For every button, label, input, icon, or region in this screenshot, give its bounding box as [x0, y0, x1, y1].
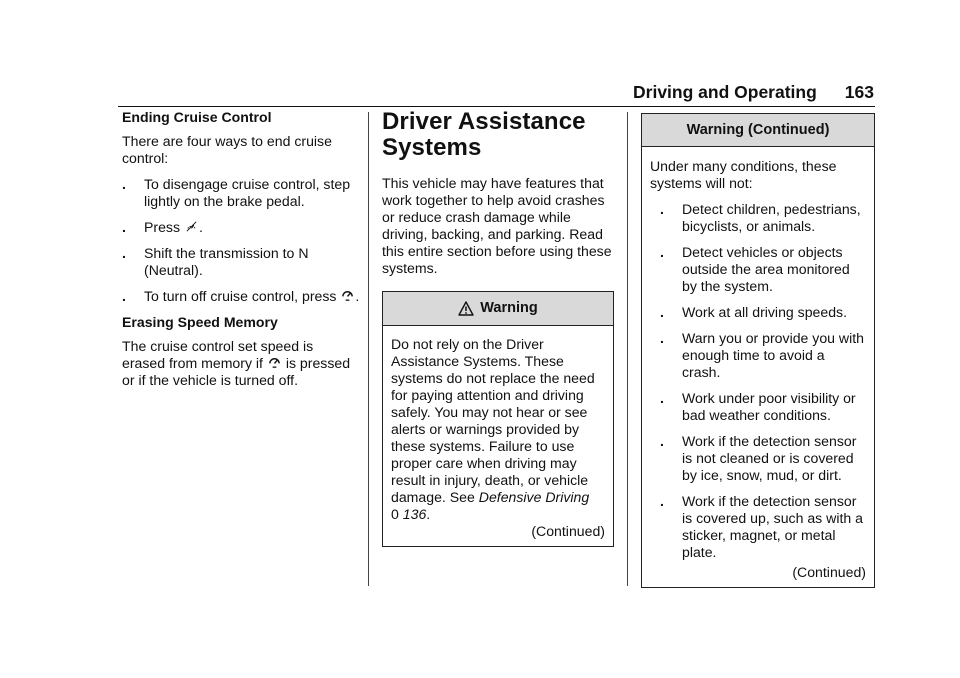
list-item-text: To turn off cruise control, press: [144, 288, 337, 304]
list-item-text: Detect children, pedestrians, bicyclists, or animals.: [682, 201, 861, 234]
list-item-text: Press: [144, 219, 181, 235]
list-item: [660, 330, 866, 381]
heading-ending-cruise-control: Ending Cruise Control: [122, 109, 272, 125]
bullet-dot: .: [122, 176, 126, 192]
header-rule: [118, 106, 875, 107]
list-item: [122, 176, 360, 210]
warning-body: Do not rely on the Driver Assistance Systems. These systems do not replace the need for paying attention and driving safely. You may not hear or see alerts or warnings provided by these systems. Failure to use proper care when driving may result in injury, death, or vehicle damage. See Defensive Driving 0 136. (Continued): [391, 336, 605, 539]
warning-box: [382, 291, 614, 547]
list-item-text: Detect vehicles or objects outside the area monitored by the system.: [682, 244, 850, 294]
list-item-text: Work if the detection sensor is not cleaned or is covered by ice, snow, mud, or dirt.: [682, 433, 857, 483]
continued-label: (Continued): [792, 564, 866, 580]
bullet-dot: .: [122, 245, 126, 261]
section-title-driver-assistance: Driver Assistance Systems: [382, 108, 586, 161]
heading-erasing-speed-memory: Erasing Speed Memory: [122, 314, 278, 330]
list-item: [660, 244, 866, 295]
bullet-dot: .: [660, 304, 664, 320]
list-item: [660, 304, 866, 321]
column-divider-2: [627, 112, 628, 586]
list-item-text: Work if the detection sensor is covered up, such as with a sticker, magnet, or metal plate.: [682, 493, 863, 560]
list-item-text: Work at all driving speeds.: [682, 304, 848, 320]
running-header: [610, 82, 874, 104]
intro-paragraph: There are four ways to end cruise control:: [122, 133, 332, 166]
warning-text: Do not rely on the Driver Assistance Systems. These systems do not replace the need for paying attention and driving safely. You may not hear or see alerts or warnings provided by these systems. Failure to use proper care when driving may result in injury, death, or vehicle damage. See: [391, 336, 595, 505]
column-3: [641, 109, 875, 588]
warning-title: Warning (Continued): [686, 121, 830, 138]
continued-label: (Continued): [531, 523, 605, 539]
warning-body: [642, 147, 874, 587]
list-item: [660, 390, 866, 424]
bullet-dot: .: [660, 244, 664, 260]
list-item: . Press .: [122, 219, 203, 235]
warning-title: Warning: [480, 300, 538, 316]
cross-reference-title[interactable]: Defensive Driving: [478, 489, 590, 505]
list-item: [122, 245, 360, 279]
paragraph-text: is pressed or if the vehicle is turned off.: [122, 355, 351, 388]
list-item-text: Shift the transmission to N (Neutral).: [144, 245, 309, 278]
bullet-dot: .: [122, 219, 126, 235]
column-divider-1: [368, 112, 369, 586]
warning-intro: Under many conditions, these systems will not:: [650, 158, 837, 191]
list-item-text: To disengage cruise control, step lightly on the brake pedal.: [144, 176, 351, 209]
cruise-cancel-icon: [185, 220, 198, 233]
column-2: [382, 109, 614, 547]
warning-list: [650, 201, 866, 561]
page-number: 163: [844, 82, 874, 102]
bullet-dot: .: [660, 493, 664, 509]
cross-reference-page[interactable]: 136: [402, 506, 427, 522]
warning-triangle-icon: [458, 301, 474, 316]
column-1: [122, 109, 360, 398]
warning-header: [383, 292, 613, 326]
bullet-dot: .: [660, 330, 664, 346]
list-item-text: Warn you or provide you with enough time to avoid a crash.: [682, 330, 864, 380]
bullet-dot: .: [660, 390, 664, 406]
warning-header: [642, 114, 874, 147]
cruise-control-icon: [341, 289, 354, 302]
intro-paragraph: This vehicle may have features that work together to help avoid crashes or reduce crash damage while driving, backing, and parking. Read this entire section before using these systems.: [382, 175, 612, 276]
bullet-dot: .: [660, 433, 664, 449]
list-item: . To turn off cruise control, press .: [122, 288, 360, 304]
bullet-dot: .: [660, 201, 664, 217]
warning-box-continued: [641, 113, 875, 588]
list-item: [660, 433, 866, 484]
list-item: [660, 493, 866, 561]
page-ref-arrow: 0: [391, 506, 399, 522]
list-item-text: Work under poor visibility or bad weather conditions.: [682, 390, 856, 423]
section-title: Driving and Operating: [633, 82, 817, 102]
cruise-control-icon: [268, 356, 281, 369]
bullet-dot: .: [122, 288, 126, 304]
paragraph-text: The cruise control set speed is erased from memory if: [122, 338, 314, 371]
list-item: [660, 201, 866, 235]
